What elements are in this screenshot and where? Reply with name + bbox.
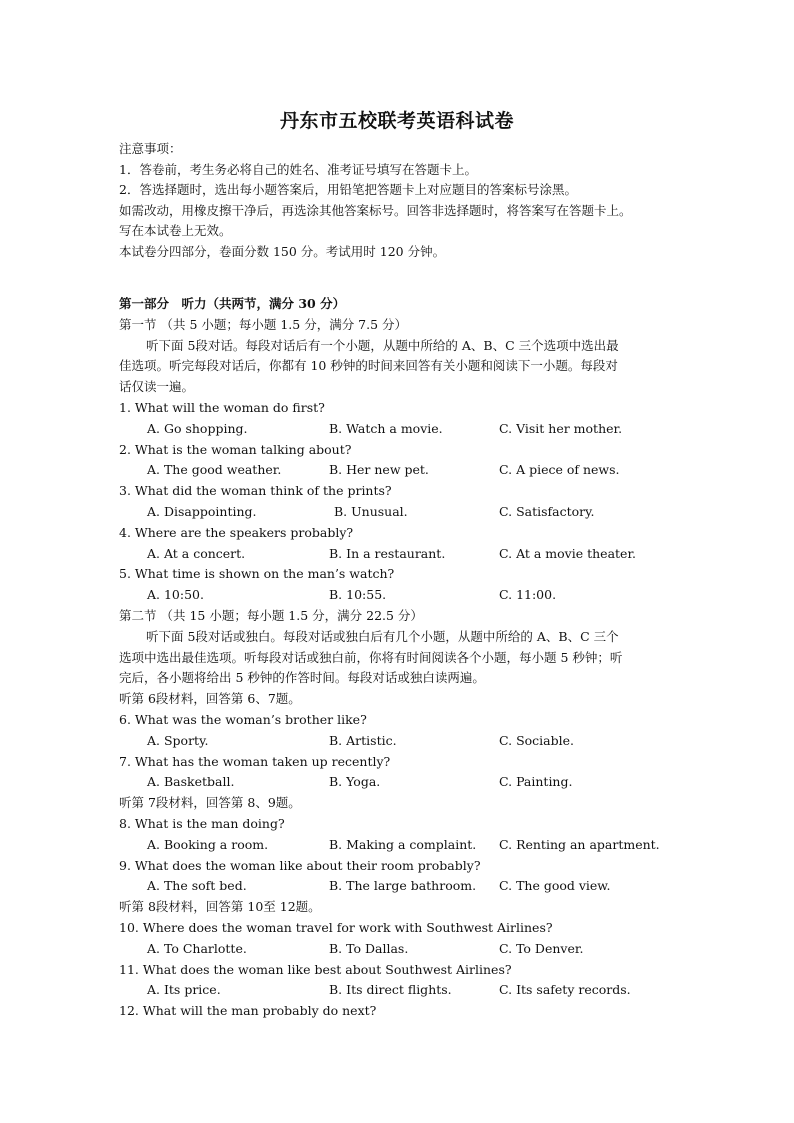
question-4: 4. Where are the speakers probably? xyxy=(119,524,354,540)
options-4 xyxy=(119,544,679,565)
notes-line: 如需改动，用橡皮擦干净后，再选涂其他答案标号。回答非选择题时，将答案写在答题卡上。 xyxy=(119,202,632,218)
notes-line: 1．答卷前，考生务必将自己的姓名、准考证号填写在答题卡上。 xyxy=(119,161,477,177)
option-b: B. Making a complaint. xyxy=(329,836,477,852)
option-c: C. Its safety records. xyxy=(499,982,631,998)
question-1: 1. What will the woman do first? xyxy=(119,399,325,415)
option-c: C. A piece of news. xyxy=(499,462,620,478)
option-a: A. 10:50. xyxy=(147,587,204,603)
option-b: B. Its direct flights. xyxy=(329,982,452,998)
question-7: 7. What has the woman taken up recently? xyxy=(119,753,391,769)
option-a: A. To Charlotte. xyxy=(147,940,247,956)
notes-line: 写在本试卷上无效。 xyxy=(119,223,232,239)
option-b: B. Artistic. xyxy=(329,732,397,748)
options-5 xyxy=(119,585,679,606)
option-c: C. At a movie theater. xyxy=(499,545,637,561)
options-8 xyxy=(119,835,679,856)
option-a: A. The soft bed. xyxy=(147,878,247,894)
material-6-heading: 听第 6段材料，回答第 6、7题。 xyxy=(119,691,301,707)
option-a: A. Sporty. xyxy=(147,732,209,748)
section1-instructions: 话仅读一遍。 xyxy=(119,379,195,395)
question-2: 2. What is the woman talking about? xyxy=(119,441,352,457)
notes-line: 2．答选择题时，选出每小题答案后，用铅笔把答题卡上对应题目的答案标号涂黑。 xyxy=(119,182,577,198)
option-b: B. Watch a movie. xyxy=(329,420,443,436)
option-c: C. Renting an apartment. xyxy=(499,836,660,852)
option-c: C. Sociable. xyxy=(499,732,574,748)
option-b: B. Her new pet. xyxy=(329,462,429,478)
section2-instructions: 完后，各小题将给出 5 秒钟的作答时间。每段对话或独白读两遍。 xyxy=(119,670,485,686)
section1-instructions: 听下面 5段对话。每段对话后有一个小题，从题中所给的 A、B、C 三个选项中选出最 xyxy=(146,337,619,353)
options-6 xyxy=(119,731,679,752)
question-9: 9. What does the woman like about their room probably? xyxy=(119,857,481,873)
option-a: A. Basketball. xyxy=(147,774,235,790)
question-11: 11. What does the woman like best about Southwest Airlines? xyxy=(119,961,512,977)
options-11 xyxy=(119,980,679,1001)
section2-heading: 第二节 （共 15 小题；每小题 1.5 分，满分 22.5 分） xyxy=(119,607,423,623)
page-title: 丹东市五校联考英语科试卷 xyxy=(279,110,514,132)
option-a: A. Its price. xyxy=(147,982,221,998)
question-6: 6. What was the woman’s brother like? xyxy=(119,711,367,727)
section2-instructions: 听下面 5段对话或独白。每段对话或独白后有几个小题，从题中所给的 A、B、C 三个 xyxy=(146,628,619,644)
section1-heading: 第一节 （共 5 小题；每小题 1.5 分，满分 7.5 分） xyxy=(119,316,408,332)
option-c: C. Visit her mother. xyxy=(499,420,623,436)
option-b: B. Unusual. xyxy=(334,503,408,519)
option-b: B. Yoga. xyxy=(329,774,381,790)
options-9 xyxy=(119,876,679,897)
option-c: C. The good view. xyxy=(499,878,611,894)
section1-instructions: 佳选项。听完每段对话后，你都有 10 秒钟的时间来回答有关小题和阅读下一小题。每段对 xyxy=(119,358,618,374)
question-10: 10. Where does the woman travel for work with Southwest Airlines? xyxy=(119,919,553,935)
question-12: 12. What will the man probably do next? xyxy=(119,1003,377,1019)
option-a: A. The good weather. xyxy=(147,462,282,478)
options-10 xyxy=(119,939,679,960)
material-8-heading: 听第 8段材料，回答第 10至 12题。 xyxy=(119,899,321,915)
option-b: B. 10:55. xyxy=(329,587,387,603)
option-a: A. At a concert. xyxy=(147,545,246,561)
options-2 xyxy=(119,460,679,481)
options-7 xyxy=(119,772,679,793)
notes-heading: 注意事项： xyxy=(119,141,182,156)
part1-heading: 第一部分 听力（共两节，满分 30 分） xyxy=(119,296,346,311)
material-7-heading: 听第 7段材料，回答第 8、9题。 xyxy=(119,795,301,811)
question-3: 3. What did the woman think of the prints? xyxy=(119,483,392,499)
options-1 xyxy=(119,419,679,440)
option-c: C. 11:00. xyxy=(499,587,557,603)
option-a: A. Booking a room. xyxy=(147,836,269,852)
option-b: B. The large bathroom. xyxy=(329,878,477,894)
section2-instructions: 选项中选出最佳选项。听每段对话或独白前，你将有时间阅读各个小题，每小题 5 秒钟；听 xyxy=(119,649,623,665)
option-c: C. To Denver. xyxy=(499,940,584,956)
option-c: C. Painting. xyxy=(499,774,573,790)
option-b: B. To Dallas. xyxy=(329,940,409,956)
options-3 xyxy=(119,502,679,523)
question-8: 8. What is the man doing? xyxy=(119,815,285,831)
exam-notes xyxy=(119,139,699,263)
listening-part xyxy=(119,294,679,1022)
option-a: A. Disappointing. xyxy=(147,503,257,519)
question-5: 5. What time is shown on the man’s watch? xyxy=(119,566,395,582)
option-b: B. In a restaurant. xyxy=(329,545,446,561)
notes-line: 本试卷分四部分，卷面分数 150 分。考试用时 120 分钟。 xyxy=(119,243,446,259)
option-c: C. Satisfactory. xyxy=(499,503,595,519)
option-a: A. Go shopping. xyxy=(147,420,248,436)
